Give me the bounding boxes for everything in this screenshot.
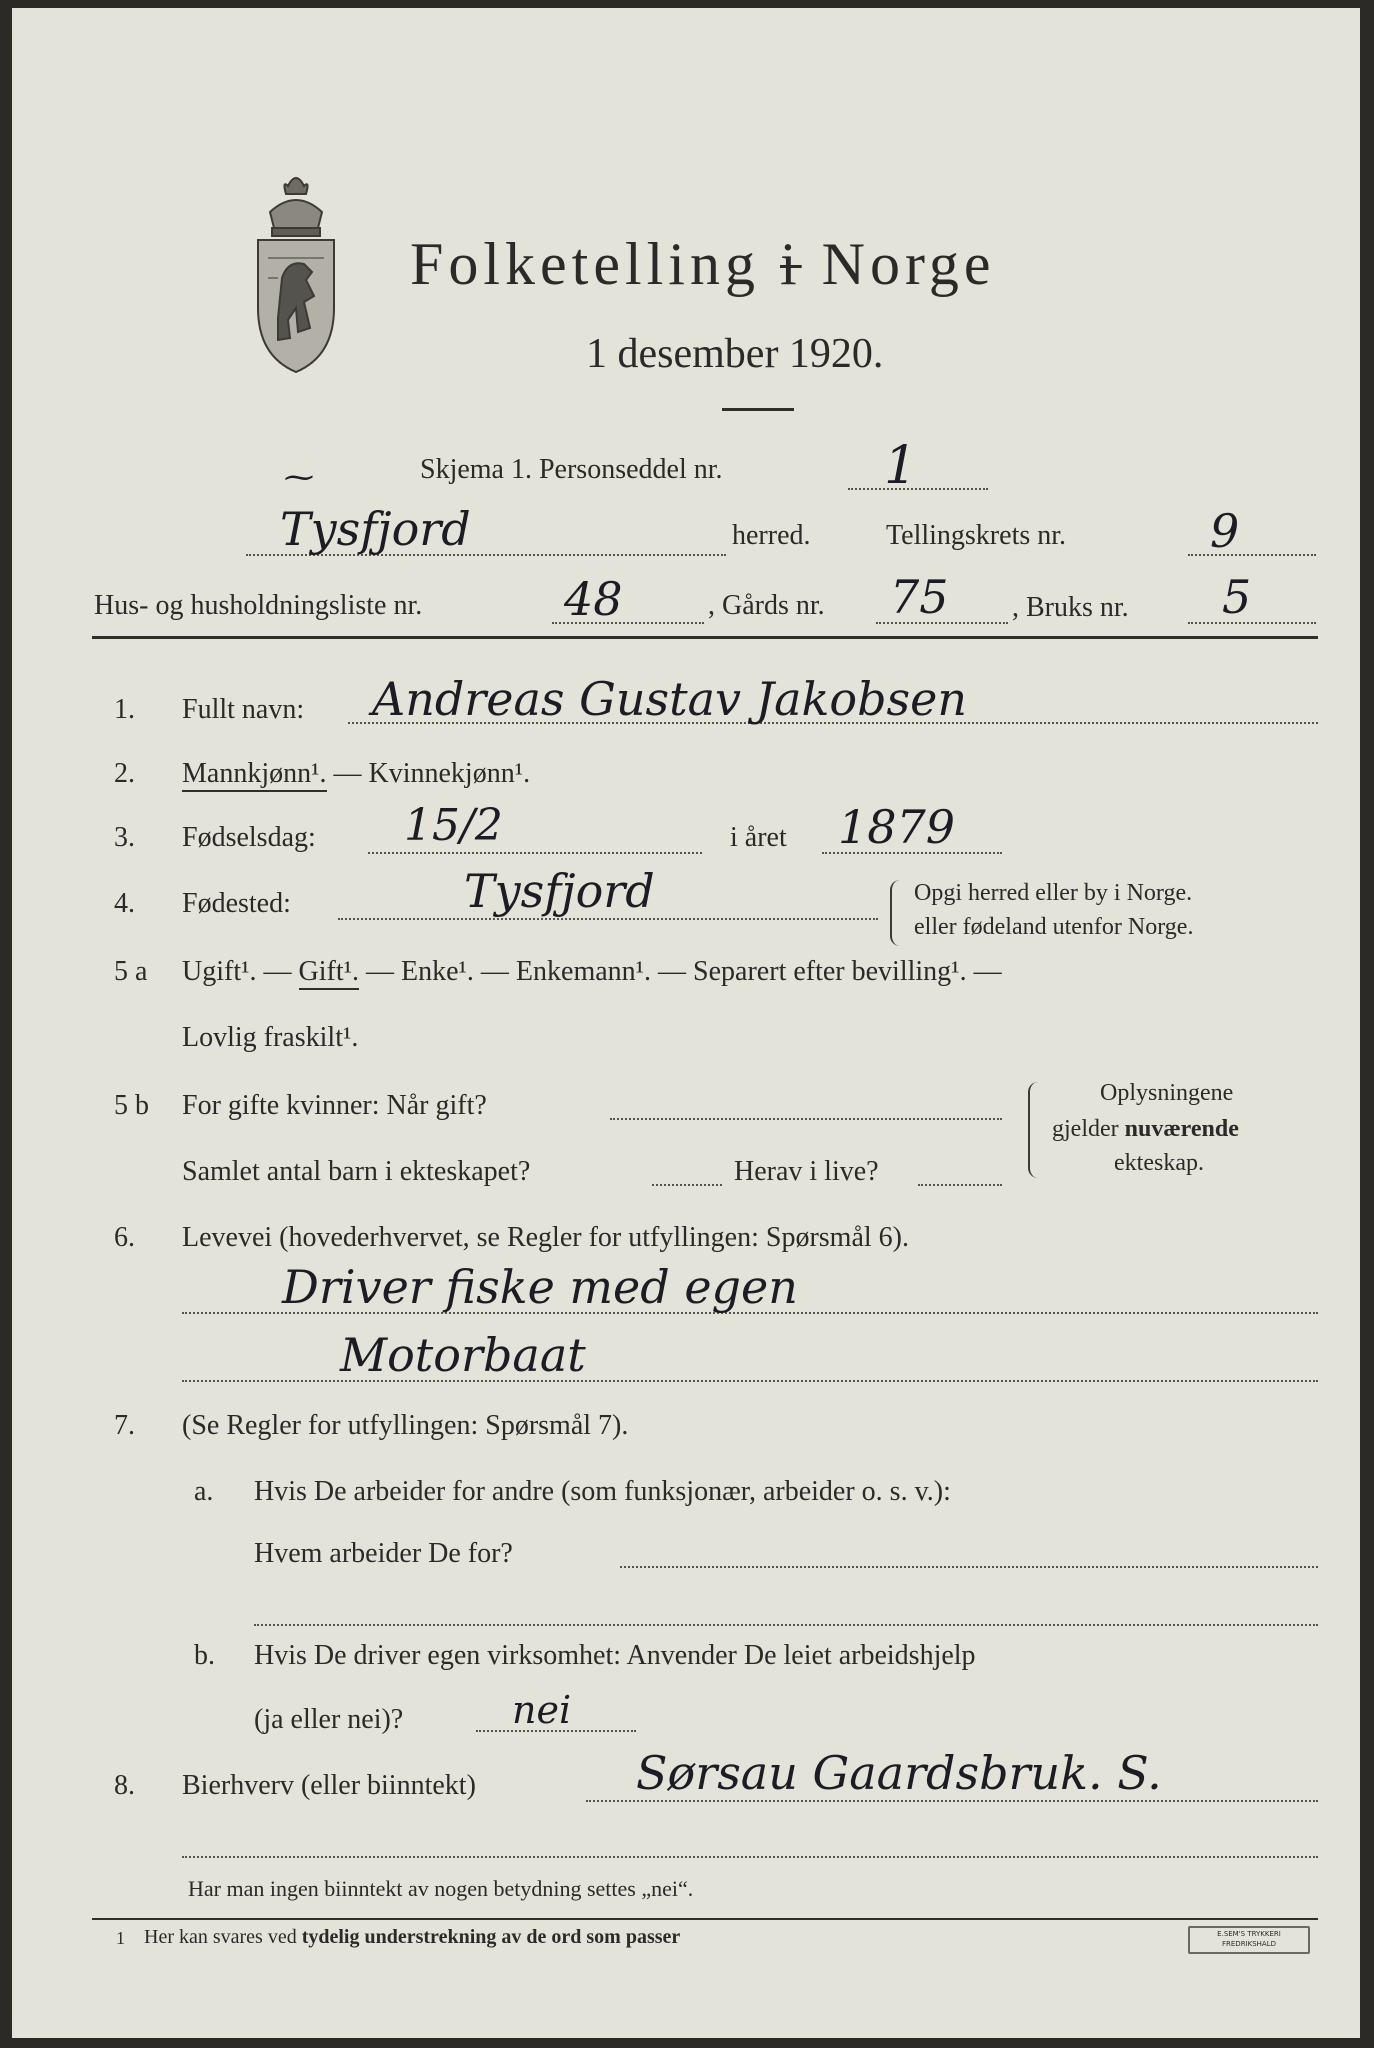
q7a-letter: a. — [194, 1476, 214, 1507]
q8-value: Sørsau Gaardsbruk. S. — [636, 1746, 1162, 1800]
coat-of-arms-icon — [248, 168, 344, 380]
q4-label: Fødested: — [182, 888, 291, 919]
q5b-alive-line — [918, 1184, 1002, 1186]
herred-value: Tysfjord — [280, 502, 471, 556]
q5b-number: 5 b — [114, 1090, 149, 1121]
q5a-other-options: — Enke¹. — Enkemann¹. — Separert efter bevilling¹. — — [366, 956, 1002, 987]
census-form — [12, 8, 1360, 2038]
q3-number: 3. — [114, 822, 135, 853]
q7b-letter: b. — [194, 1640, 215, 1671]
q2-separator: — — [333, 758, 362, 789]
q8-note: Har man ingen biinntekt av nogen betydning settes „nei“. — [188, 1876, 694, 1901]
q5b-married-line — [610, 1118, 1002, 1120]
q8-number: 8. — [114, 1770, 135, 1801]
q7b-value: nei — [512, 1688, 572, 1732]
q7-label: (Se Regler for utfyllingen: Spørsmål 7). — [182, 1410, 629, 1441]
footnote-mark: 1 — [116, 1928, 125, 1948]
q2-female-option: Kvinnekjønn¹. — [368, 758, 531, 789]
title-suffix: Norge — [821, 231, 996, 297]
bruks-value: 5 — [1222, 570, 1252, 624]
q7b-question: (ja eller nei)? — [254, 1704, 404, 1735]
footnote-text-c: ord som passer — [546, 1926, 681, 1948]
footnote-text-b: tydelig understrekning av de — [301, 1926, 547, 1948]
q5b-note-emphasis: nuværende — [1124, 1116, 1239, 1142]
q3-label: Fødselsdag: — [182, 822, 316, 853]
q7a-question: Hvem arbeider De for? — [254, 1538, 513, 1569]
census-date: 1 desember 1920. — [586, 331, 884, 377]
q5a-options — [182, 956, 1002, 988]
q2-options — [182, 758, 530, 790]
q5b-note-brace — [1028, 1082, 1038, 1178]
krets-line — [1188, 554, 1316, 556]
q5a-line2: Lovlig fraskilt¹. — [182, 1022, 359, 1053]
herred-label: herred. — [732, 520, 811, 551]
title-divider — [722, 408, 794, 411]
q5b-note-line1: Oplysningene — [1100, 1080, 1234, 1106]
q3-date-line — [368, 852, 702, 854]
hus-label: Hus- og husholdningsliste nr. — [94, 590, 423, 621]
q5a-ugift-option: Ugift¹. — [182, 956, 257, 987]
q4-value: Tysfjord — [464, 864, 655, 918]
stamp-line1: E.SEM'S TRYKKERI — [1217, 1930, 1281, 1938]
q3-year-value: 1879 — [838, 800, 956, 854]
q5b-children-line — [652, 1184, 722, 1186]
bruks-line — [1188, 622, 1316, 624]
hus-value: 48 — [564, 572, 623, 626]
gards-value: 75 — [890, 570, 949, 624]
q4-line — [338, 918, 878, 920]
q5b-note-line2 — [1052, 1116, 1239, 1143]
q6-label: Levevei (hovederhvervet, se Regler for utfyllingen: Spørsmål 6). — [182, 1222, 909, 1253]
schema-nr-line — [848, 488, 988, 490]
stamp-line2: FREDRIKSHALD — [1221, 1940, 1276, 1948]
schema-label: Skjema 1. Personseddel nr. — [420, 454, 723, 485]
q2-number: 2. — [114, 758, 135, 789]
header-rule — [92, 636, 1318, 639]
q5b-note-line3: ekteskap. — [1114, 1150, 1204, 1176]
q1-label: Fullt navn: — [182, 694, 305, 725]
q3-value: 15/2 — [404, 800, 503, 851]
q7a-line2 — [254, 1624, 1318, 1626]
q4-note-line1: Opgi herred eller by i Norge. — [914, 880, 1193, 906]
q7a-line1 — [620, 1566, 1318, 1568]
q5a-dash: — — [263, 956, 292, 987]
bruks-label: , Bruks nr. — [1012, 592, 1129, 623]
q6-value2: Motorbaat — [340, 1328, 586, 1382]
q8-line2 — [182, 1856, 1318, 1858]
schema-scribble: ⁓ — [284, 460, 314, 495]
title-prefix: Folketelling — [410, 231, 760, 297]
footnote-text-a: Her kan svares ved — [144, 1926, 302, 1948]
title-struck-word: i — [779, 231, 802, 297]
form-title — [410, 230, 996, 299]
footnote-text — [144, 1926, 680, 1949]
q4-note-line2: eller fødeland utenfor Norge. — [914, 914, 1194, 940]
q1-value: Andreas Gustav Jakobsen — [372, 672, 967, 726]
q4-note-brace — [890, 880, 900, 946]
q8-line1 — [586, 1800, 1318, 1802]
q7-number: 7. — [114, 1410, 135, 1441]
q6-value1: Driver fiske med egen — [282, 1260, 798, 1314]
q6-number: 6. — [114, 1222, 135, 1253]
krets-value: 9 — [1210, 504, 1240, 558]
q5b-label3: Herav i live? — [734, 1156, 879, 1187]
q8-label: Bierhverv (eller biinntekt) — [182, 1770, 476, 1801]
q2-male-option: Mannkjønn¹. — [182, 758, 327, 792]
q5a-gift-option: Gift¹. — [299, 956, 360, 990]
q5b-note-prefix: gjelder — [1052, 1116, 1125, 1142]
schema-nr-value: 1 — [884, 436, 918, 496]
q7a-text: Hvis De arbeider for andre (som funksjonær, arbeider o. s. v.): — [254, 1476, 951, 1507]
q7b-text: Hvis De driver egen virksomhet: Anvender De leiet arbeidshjelp — [254, 1640, 976, 1671]
printer-stamp — [1188, 1926, 1310, 1954]
krets-label: Tellingskrets nr. — [886, 520, 1067, 551]
q5b-label1: For gifte kvinner: Når gift? — [182, 1090, 487, 1121]
q4-number: 4. — [114, 888, 135, 919]
q5a-number: 5 a — [114, 956, 148, 987]
footer-rule — [92, 1918, 1318, 1920]
gards-label: , Gårds nr. — [708, 590, 825, 621]
q5b-label2: Samlet antal barn i ekteskapet? — [182, 1156, 531, 1187]
q1-number: 1. — [114, 694, 135, 725]
q3-year-label: i året — [730, 822, 787, 853]
